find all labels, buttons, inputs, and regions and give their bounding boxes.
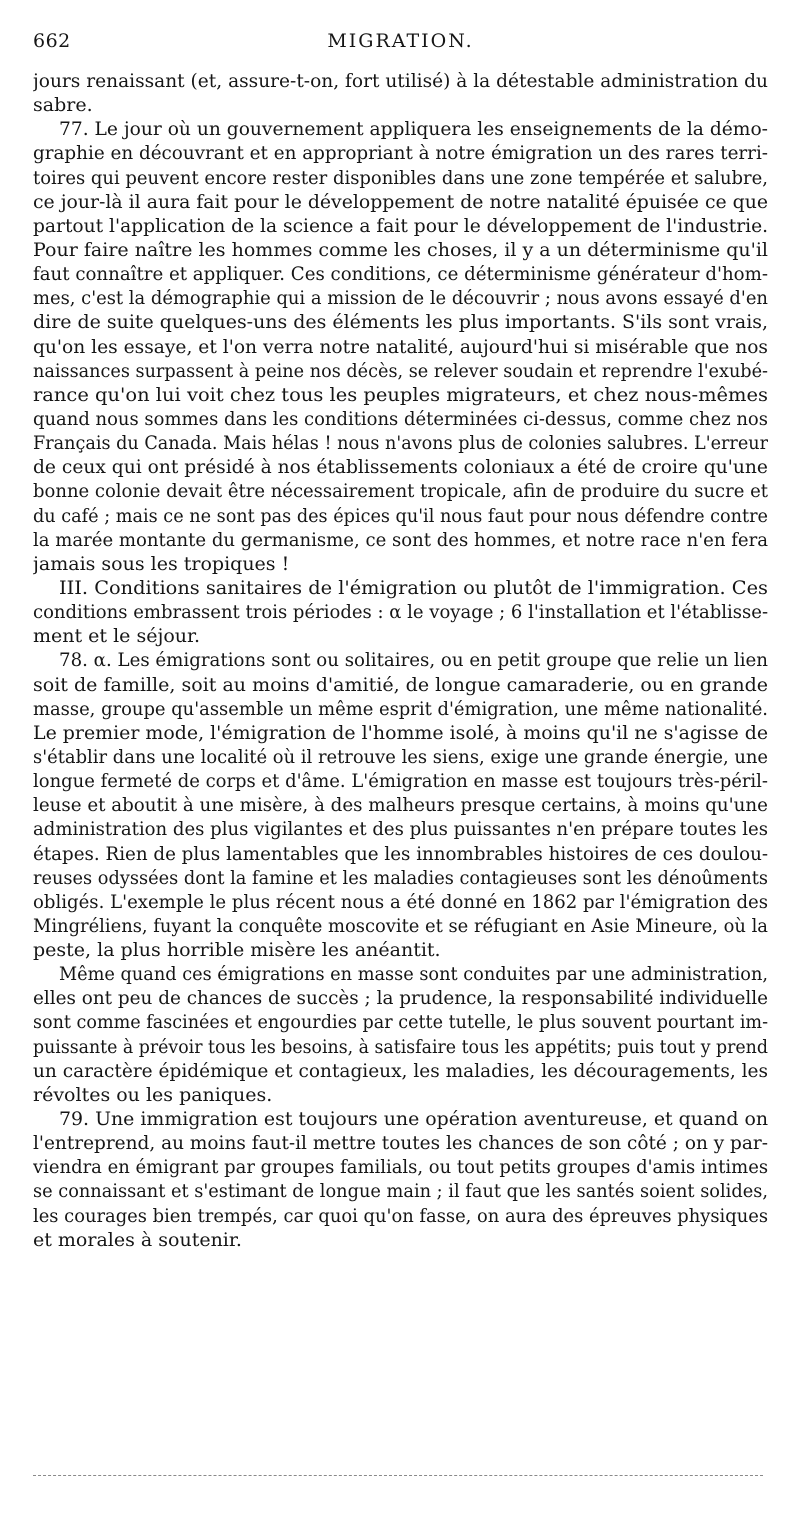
text-line-content: les courages bien trempés, car quoi qu'on fasse, on aura des épreuves physiques (33, 1204, 768, 1227)
text-line (33, 552, 768, 576)
text-line (33, 335, 768, 359)
text-line (33, 1228, 768, 1252)
text-line-content: se connaissant et s'estimant de longue main ; il faut que les santés soient solides, (33, 1180, 768, 1203)
text-line-content: masse, groupe qu'assemble un même esprit d'émigration, une même nationalité. (33, 697, 768, 720)
text-line-content: Même quand ces émigrations en masse sont conduites par une administration, (59, 963, 768, 986)
text-line-content: ce jour-là il aura fait pour le développement de notre natalité épuisée ce que (33, 190, 768, 213)
text-line (33, 383, 768, 407)
text-line-content: longue fermeté de corps et d'âme. L'émigration en masse est toujours très-péril- (33, 770, 768, 793)
text-line (33, 842, 768, 866)
text-line (33, 117, 768, 141)
text-line-content: un caractère épidémique et contagieux, les maladies, les découragements, les (33, 1059, 768, 1082)
footer-rule (33, 1475, 763, 1476)
text-line (33, 1204, 768, 1228)
text-line-content: ment et le séjour. (33, 625, 201, 648)
text-line-content: partout l'application de la science a fait pour le développement de l'industrie. (33, 214, 768, 237)
text-line (33, 310, 768, 334)
text-line (33, 141, 768, 165)
text-line-content: naissances surpassent à peine nos décès, se relever soudain et reprendre l'exubé- (33, 359, 768, 382)
text-line-content: elles ont peu de chances de succès ; la prudence, la responsabilité individuelle (33, 987, 768, 1010)
text-line (33, 1155, 768, 1179)
text-line (33, 528, 768, 552)
text-line-content: bonne colonie devait être nécessairement tropicale, afin de produire du sucre et (33, 480, 768, 503)
text-line (33, 673, 768, 697)
text-line-content: mes, c'est la démographie qui a mission de le découvrir ; nous avons essayé d'en (33, 287, 768, 310)
text-line (33, 93, 768, 117)
text-line-content: s'établir dans une localité où il retrouve les siens, exige une grande énergie, une (33, 745, 768, 768)
text-line-content: conditions embrassent trois périodes : α le voyage ; 6 l'installation et l'établisse- (33, 601, 768, 624)
text-line (33, 1010, 768, 1034)
text-line (33, 962, 768, 986)
text-line-content: viendra en émigrant par groupes familials, ou tout petits groupes d'amis intimes (33, 1156, 768, 1179)
text-line-content: Mingréliens, fuyant la conquête moscovite et se réfugiant en Asie Mineure, où la (33, 914, 768, 937)
text-line (33, 721, 768, 745)
text-line (33, 504, 768, 528)
text-line-content: toires qui peuvent encore rester disponibles dans une zone tempérée et salubre, (33, 166, 768, 189)
text-line (33, 745, 768, 769)
page-number: 662 (33, 30, 71, 52)
text-line-content: sont comme fascinées et engourdies par cette tutelle, le plus souvent pourtant im- (33, 1011, 768, 1034)
text-line-content: sabre. (33, 94, 93, 117)
text-line-content: Pour faire naître les hommes comme les choses, il y a un déterminisme qu'il (33, 238, 768, 261)
text-line-content: du café ; mais ce ne sont pas des épices qu'il nous faut pour nous défendre contre (33, 504, 768, 527)
text-line-content: peste, la plus horrible misère les anéantit. (33, 939, 441, 962)
text-line (33, 455, 768, 479)
text-line-content: Le premier mode, l'émigration de l'homme isolé, à moins qu'il ne s'agisse de (33, 721, 768, 744)
text-line-content: et morales à soutenir. (33, 1228, 242, 1251)
running-title: MIGRATION. (327, 30, 474, 52)
text-line-content: dire de suite quelques-uns des éléments les plus importants. S'ils sont vrais, (33, 311, 768, 334)
text-line-content: graphie en découvrant et en appropriant à notre émigration un des rares terri- (33, 142, 768, 165)
text-line (33, 214, 768, 238)
text-line-content: soit de famille, soit au moins d'amitié, de longue camaraderie, ou en grande (33, 673, 768, 696)
text-line-content: de ceux qui ont présidé à nos établissements coloniaux a été de croire qu'une (33, 456, 768, 479)
text-line (33, 890, 768, 914)
text-line (33, 769, 768, 793)
text-line-content: administration des plus vigilantes et des plus puissantes n'en prépare toutes les (33, 818, 768, 841)
text-line (33, 69, 768, 93)
text-line-content: III. Conditions sanitaires de l'émigration ou plutôt de l'immigration. Ces (59, 576, 768, 599)
text-line-content: l'entreprend, au moins faut-il mettre toutes les chances de son côté ; on y par- (33, 1132, 768, 1155)
text-line-content: quand nous sommes dans les conditions déterminées ci-dessus, comme chez nos (33, 407, 768, 430)
text-line (33, 479, 768, 503)
text-line-content: faut connaître et appliquer. Ces conditions, ce déterminisme générateur d'hom- (33, 263, 768, 286)
text-line (33, 866, 768, 890)
text-line-content: puissante à prévoir tous les besoins, à satisfaire tous les appétits; puis tout y prend (33, 1035, 768, 1058)
text-line-content: révoltes ou les paniques. (33, 1083, 273, 1106)
text-line (33, 407, 768, 431)
text-line (33, 648, 768, 672)
text-line (33, 600, 768, 624)
text-line-content: 77. Le jour où un gouvernement appliquera les enseignements de la démo- (59, 118, 768, 141)
text-line (33, 986, 768, 1010)
text-line-content: reuses odyssées dont la famine et les maladies contagieuses sont les dénoûments (33, 866, 768, 889)
text-line (33, 793, 768, 817)
text-line (33, 190, 768, 214)
text-line (33, 166, 768, 190)
text-line-content: leuse et aboutit à une misère, à des malheurs presque certains, à moins qu'une (33, 794, 768, 817)
text-line-content: jamais sous les tropiques ! (33, 552, 290, 575)
text-line-content: Français du Canada. Mais hélas ! nous n'avons plus de colonies salubres. L'erreur (33, 432, 768, 455)
body-text (33, 69, 768, 1252)
text-line (33, 624, 768, 648)
text-line-content: rance qu'on lui voit chez tous les peuples migrateurs, et chez nous-mêmes (33, 383, 768, 406)
text-line (33, 914, 768, 938)
text-line-content: jours renaissant (et, assure-t-on, fort utilisé) à la détestable administration du (33, 70, 768, 92)
text-line (33, 938, 768, 962)
page-header (33, 30, 768, 60)
text-line (33, 238, 768, 262)
text-line-content: 79. Une immigration est toujours une opération aventureuse, et quand on (59, 1108, 768, 1131)
text-line-content: étapes. Rien de plus lamentables que les innombrables histoires de ces doulou- (33, 842, 768, 865)
text-line (33, 1131, 768, 1155)
text-line-content: qu'on les essaye, et l'on verra notre natalité, aujourd'hui si misérable que nos (33, 335, 768, 358)
text-line (33, 697, 768, 721)
text-line (33, 1107, 768, 1131)
text-line (33, 359, 768, 383)
text-line-content: obligés. L'exemple le plus récent nous a été donné en 1862 par l'émigration des (33, 890, 768, 913)
text-line (33, 431, 768, 455)
text-line-content: 78. α. Les émigrations sont ou solitaires, ou en petit groupe que relie un lien (59, 649, 768, 672)
text-line (33, 286, 768, 310)
text-line (33, 817, 768, 841)
text-line-content: la marée montante du germanisme, ce sont des hommes, et notre race n'en fera (33, 528, 768, 551)
text-line (33, 1035, 768, 1059)
text-line (33, 1083, 768, 1107)
text-line (33, 1059, 768, 1083)
text-line (33, 576, 768, 600)
text-line (33, 262, 768, 286)
text-line (33, 1179, 768, 1203)
